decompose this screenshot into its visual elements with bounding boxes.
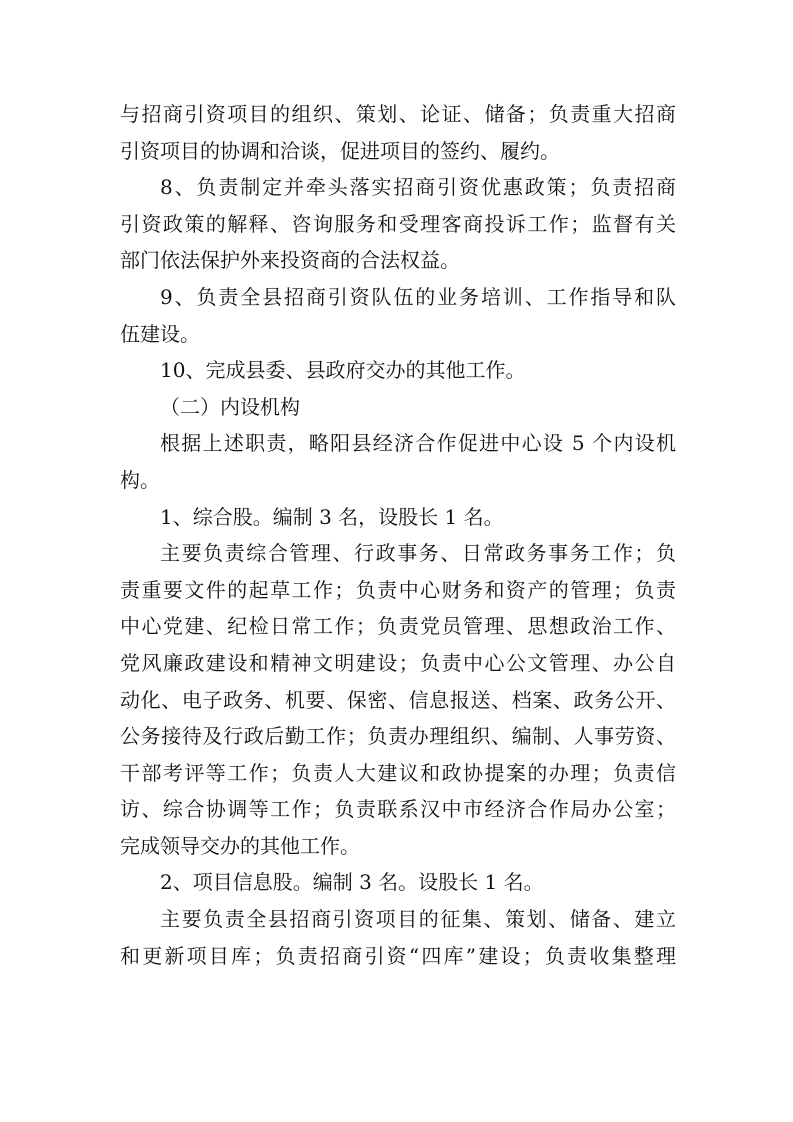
text-line-17: 动化、电子政务、机要、保密、信息报送、档案、政务公开、: [120, 687, 676, 712]
text-line-5: 部门依法保护外来投资商的合法权益。: [120, 248, 460, 273]
text-line-16: 党风廉政建设和精神文明建设；负责中心公文管理、办公自: [120, 650, 676, 675]
text-line-19: 干部考评等工作；负责人大建议和政协提案的办理；负责信: [120, 760, 676, 785]
text-line-6: 9、负责全县招商引资队伍的业务培训、工作指导和队: [160, 284, 676, 309]
text-line-8: 10、完成县委、县政府交办的其他工作。: [160, 358, 526, 383]
text-line-3: 8、负责制定并牵头落实招商引资优惠政策；负责招商: [160, 175, 676, 200]
text-line-12: 1、综合股。编制 3 名，设股长 1 名。: [160, 504, 504, 529]
text-line-22: 2、项目信息股。编制 3 名。设股长 1 名。: [160, 870, 544, 895]
text-line-18: 公务接待及行政后勤工作；负责办理组织、编制、人事劳资、: [120, 724, 676, 749]
text-line-4: 引资政策的解释、咨询服务和受理客商投诉工作；监督有关: [120, 211, 676, 236]
section-heading: （二）内设机构: [160, 394, 300, 419]
text-line-1: 与招商引资项目的组织、策划、论证、储备；负责重大招商: [120, 102, 676, 126]
text-line-20: 访、综合协调等工作；负责联系汉中市经济合作局办公室；: [120, 797, 676, 822]
text-line-10: 根据上述职责，略阳县经济合作促进中心设 5 个内设机: [160, 431, 676, 456]
text-line-13: 主要负责综合管理、行政事务、日常政务事务工作；负: [160, 541, 676, 566]
text-line-24: 和更新项目库；负责招商引资“四库”建设；负责收集整理: [120, 943, 676, 968]
text-line-15: 中心党建、纪检日常工作；负责党员管理、思想政治工作、: [120, 614, 676, 639]
document-body: [120, 96, 676, 974]
text-line-14: 责重要文件的起草工作；负责中心财务和资产的管理；负责: [120, 577, 676, 602]
text-line-21: 完成领导交办的其他工作。: [120, 833, 360, 858]
text-line-23: 主要负责全县招商引资项目的征集、策划、储备、建立: [160, 907, 676, 932]
text-line-2: 引资项目的协调和洽谈，促进项目的签约、履约。: [120, 138, 560, 163]
text-line-11: 构。: [120, 467, 160, 492]
text-line-7: 伍建设。: [120, 321, 200, 346]
